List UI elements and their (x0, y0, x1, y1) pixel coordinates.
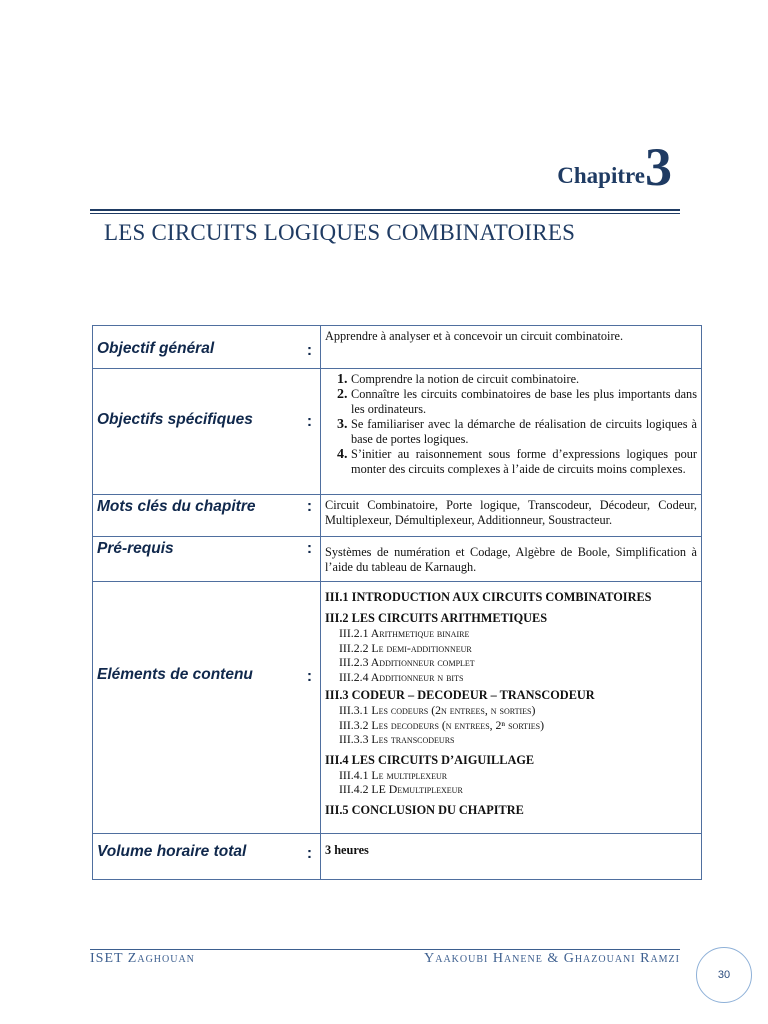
row-label: Pré-requis (97, 540, 174, 557)
list-item: 3. Se familiariser avec la démarche de réalisation de circuits logiques à base de portes logiques. (351, 417, 697, 447)
list-item: 1. Comprendre la notion de circuit combinatoire. (351, 372, 697, 387)
row-objectif-general (93, 326, 702, 369)
row-label: Volume horaire total (97, 843, 247, 860)
list-item: 4. S’initier au raisonnement sous forme d’expressions logiques pour monter des circuits complexes à l’aide de circuits moins complexes. (351, 447, 697, 477)
value-cell (321, 582, 702, 834)
page-number: 30 (696, 947, 752, 1003)
chapter-title: LES CIRCUITS LOGIQUES COMBINATOIRES (104, 220, 576, 245)
row-label: Mots clés du chapitre (97, 498, 256, 515)
value-cell (321, 326, 702, 369)
colon: : (306, 845, 312, 862)
title-rule-top (90, 209, 680, 211)
chapter-word: Chapitre (557, 163, 645, 188)
footer-institution: ISET Zaghouan (90, 951, 195, 966)
footer-rule (90, 949, 680, 950)
subsection: III.2.2 Le demi-additionneur (339, 640, 472, 655)
section-heading: III.4 LES CIRCUITS D’AIGUILLAGE (325, 752, 535, 767)
section-heading: III.1 INTRODUCTION AUX CIRCUITS COMBINATOIRES (325, 590, 652, 604)
subsection: III.4.2 LE Demultiplexeur (339, 782, 463, 796)
label-cell (93, 582, 321, 834)
label-cell (93, 537, 321, 582)
objectives-table (92, 325, 702, 880)
row-mots-cles (93, 495, 702, 537)
subsection: III.4.1 Le multiplexeur (339, 767, 448, 782)
subsection: III.2.3 Additionneur complet (339, 655, 475, 669)
row-objectifs-specifiques (93, 369, 702, 495)
value-cell (321, 369, 702, 495)
pre-requis-text: Systèmes de numération et Codage, Algèbre de Boole, Simplification à l’aide du tableau de Karnaugh. (325, 545, 697, 574)
colon: : (306, 540, 312, 557)
colon: : (306, 498, 312, 515)
label-cell (93, 369, 321, 495)
row-volume-horaire (93, 834, 702, 880)
label-cell (93, 326, 321, 369)
volume-text: 3 heures (325, 843, 369, 857)
section-heading: III.5 CONCLUSION DU CHAPITRE (325, 802, 524, 817)
subsection: III.3.2 Les decodeurs (n entrees, 2ⁿ sorties) (339, 717, 544, 732)
value-cell (321, 495, 702, 537)
colon: : (306, 342, 312, 359)
subsection: III.2.4 Additionneur n bits (339, 669, 464, 684)
colon: : (306, 668, 312, 685)
section-heading: III.3 CODEUR – DECODEUR – TRANSCODEUR (325, 688, 595, 702)
footer-authors: Yaakoubi Hanene & Ghazouani Ramzi (424, 951, 680, 966)
label-cell (93, 834, 321, 880)
row-elements-contenu (93, 582, 702, 834)
section-heading: III.2 LES CIRCUITS ARITHMETIQUES (325, 611, 548, 625)
title-rule-bottom (90, 213, 680, 214)
chapter-number: 3 (645, 137, 672, 197)
colon: : (306, 413, 312, 430)
subsection: III.3.3 Les transcodeurs (339, 732, 455, 746)
value-cell (321, 537, 702, 582)
mots-cles-text: Circuit Combinatoire, Porte logique, Transcodeur, Décodeur, Codeur, Multiplexeur, Démultiplexeur, Additionneur, Soustracteur. (325, 498, 697, 527)
list-item: 2. Connaître les circuits combinatoires de base les plus importants dans les ordinateurs. (351, 387, 697, 417)
chapter-heading (557, 137, 672, 197)
row-pre-requis (93, 537, 702, 582)
objectif-general-text: Apprendre à analyser et à concevoir un circuit combinatoire. (325, 329, 624, 343)
subsection: III.3.1 Les codeurs (2n entrees, n sorties) (339, 703, 536, 717)
subsection: III.2.1 Arithmetique binaire (339, 626, 470, 640)
row-label: Objectifs spécifiques (97, 411, 253, 428)
label-cell (93, 495, 321, 537)
row-label: Eléments de contenu (97, 666, 253, 683)
value-cell (321, 834, 702, 880)
row-label: Objectif général (97, 340, 215, 357)
objectives-list (325, 372, 697, 477)
